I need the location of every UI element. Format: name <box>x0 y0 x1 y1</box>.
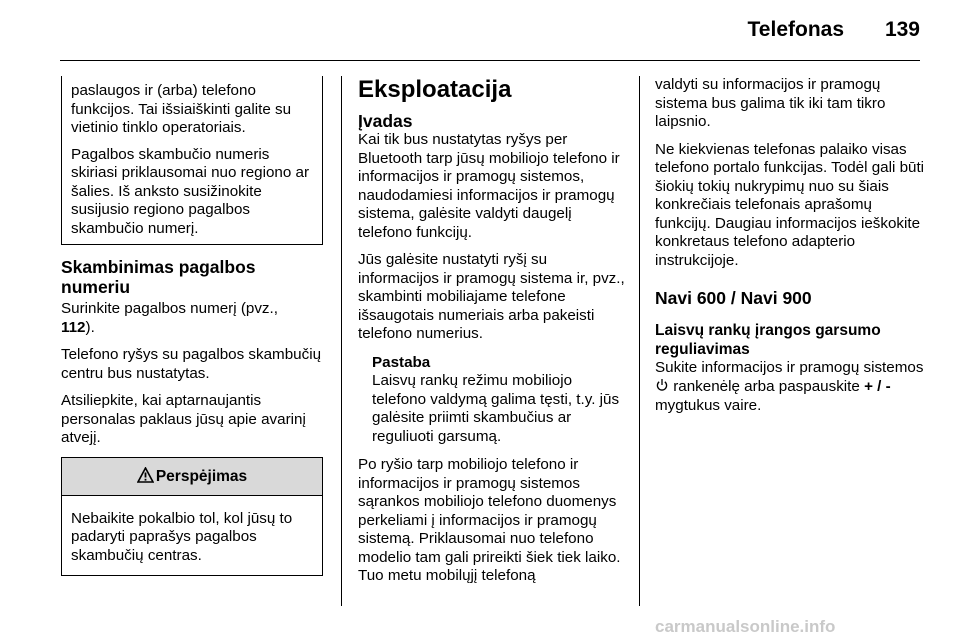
volume-prefix: Sukite informacijos ir pramogų sistemos <box>655 359 924 376</box>
note-text: Laisvų rankų režimu mobiliojo telefono valdymą galima tęsti, t.y. jūs galėsite priimti skambučius ar reguliuoti garsumą. <box>372 372 620 445</box>
continued-note-box <box>61 76 323 245</box>
paragraph: Ne kiekvienas telefonas palaiko visas telefono portalo funkcijas. Todėl gali būti šiokių tokių nukrypimų nuo su šiais konkrečiais telefonais aprašomų funkcijų. Daugiau informacijos ieškokite konkretaus telefono adapterio instrukcijoje. <box>655 140 925 269</box>
column-divider-2 <box>639 76 640 606</box>
volume-buttons: + / - <box>864 377 891 395</box>
footer-watermark: carmanualsonline.info <box>655 617 836 636</box>
box-paragraph: paslaugos ir (arba) telefono funkcijos. Tai išsiaiškinti galite su vietinio tinklo operatoriais. <box>71 82 292 136</box>
paragraph: Telefono ryšys su pagalbos skambučių centru bus nustatytas. <box>61 346 322 382</box>
header-divider <box>60 60 920 61</box>
volume-mid: rankenėlę arba paspauskite <box>673 377 860 395</box>
note-title: Pastaba <box>372 353 431 371</box>
warning-triangle-icon <box>137 460 154 497</box>
paragraph: valdyti su informacijos ir pramogų sistema bus galima tik iki tam tikro laipsnio. <box>655 76 886 130</box>
volume-suffix: mygtukus vaire. <box>655 397 762 414</box>
page-header-title: Telefonas <box>747 18 844 41</box>
section-heading-emergency-call: Skambinimas pagalbos numeriu <box>61 257 256 297</box>
warning-box <box>61 457 323 577</box>
paragraph: Atsiliepkite, kai aptarnaujantis personalas paklaus jūsų apie avarinį atvejį. <box>61 392 306 446</box>
section-title-operation: Eksploatacija <box>358 76 512 103</box>
subsection-intro: Įvadas <box>358 111 413 131</box>
emergency-dial-paragraph <box>61 300 323 337</box>
paragraph: Po ryšio tarp mobiliojo telefono ir informacijos ir pramogų sistemos sąrankos mobiliojo telefono duomenys perkeliami į informacijos ir pramogų sistemą. Priklausomai nuo telefono modelio tam gali prireikti šiek tiek laiko. Tuo metu mobilųjį telefoną <box>358 456 621 584</box>
dial-prefix: Surinkite pagalbos numerį (pvz., <box>61 300 278 317</box>
column-3 <box>655 76 925 425</box>
warning-header <box>62 458 322 496</box>
note-block <box>372 354 628 447</box>
box-paragraph: Pagalbos skambučio numeris skiriasi priklausomai nuo regiono ar šalies. Iš anksto susižinokite susijusio regiono pagalbos skambučio numerį. <box>71 145 310 237</box>
warning-title: Perspėjimas <box>155 467 248 485</box>
power-knob-icon <box>656 378 668 398</box>
volume-paragraph <box>655 359 925 416</box>
subsection-heading-volume: Laisvų rankų įrangos garsumo reguliavimas <box>655 322 881 358</box>
column-1 <box>61 76 323 576</box>
column-2 <box>358 76 628 595</box>
dial-suffix: ). <box>85 318 95 336</box>
column-divider-1 <box>341 76 342 606</box>
emergency-number: 112 <box>61 318 86 336</box>
paragraph: Kai tik bus nustatytas ryšys per Bluetooth tarp jūsų mobiliojo telefono ir informacijos ir pramogų sistemos, naudodamiesi informacijos ir pramogų sistema, galėsite valdyti daugelį telefono funkcijų. <box>358 131 620 241</box>
section-heading-navi: Navi 600 / Navi 900 <box>655 288 812 308</box>
page-number: 139 <box>884 18 920 41</box>
warning-text: Nebaikite pokalbio tol, kol jūsų to padaryti paprašys pagalbos skambučių centras. <box>71 509 293 564</box>
paragraph: Jūs galėsite nustatyti ryšį su informacijos ir pramogų sistema ir, pvz., skambinti mobiliajame telefone išsaugotais numeriais arba pakeisti telefono numerius. <box>358 251 625 342</box>
